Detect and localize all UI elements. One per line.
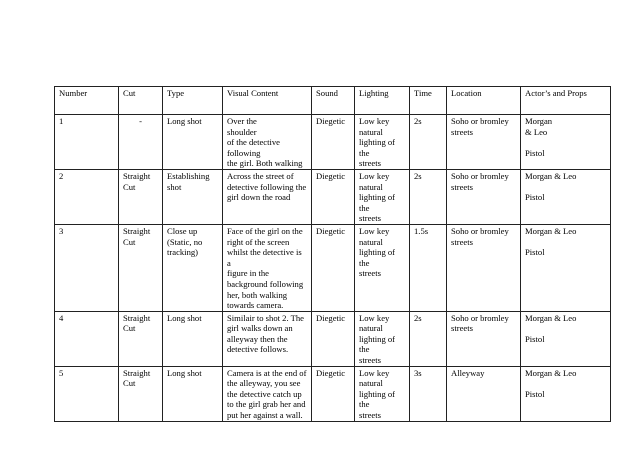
header-cell: Number — [55, 87, 119, 115]
sound-cell: Diegetic — [312, 115, 355, 170]
time-cell: 3s — [410, 366, 447, 421]
header-cell: Sound — [312, 87, 355, 115]
actors-props-cell: Morgan & Leo Pistol — [521, 311, 611, 366]
lighting-cell: Low key natural lighting of the streets — [355, 169, 410, 224]
location-cell: Soho or bromley streets — [447, 169, 521, 224]
type-cell: Long shot — [163, 311, 223, 366]
actors-props-cell: Morgan & Leo Pistol — [521, 366, 611, 421]
header-cell: Location — [447, 87, 521, 115]
table-row — [55, 366, 611, 421]
header-cell: Lighting — [355, 87, 410, 115]
table-row — [55, 115, 611, 170]
sound-cell: Diegetic — [312, 224, 355, 311]
lighting-cell: Low key natural lighting of the streets — [355, 366, 410, 421]
cut-cell: Straight Cut — [119, 169, 163, 224]
lighting-cell: Low key natural lighting of the streets — [355, 115, 410, 170]
lighting-cell: Low key natural lighting of the streets — [355, 224, 410, 311]
actors-props-cell: Morgan & Leo Pistol — [521, 169, 611, 224]
actors-props-cell: Morgan & Leo Pistol — [521, 224, 611, 311]
sound-cell: Diegetic — [312, 169, 355, 224]
visual-content-cell: Similair to shot 2. The girl walks down an alleyway then the detective follows. — [223, 311, 312, 366]
cut-cell: Straight Cut — [119, 311, 163, 366]
time-cell: 2s — [410, 115, 447, 170]
table-row — [55, 311, 611, 366]
header-cell: Visual Content — [223, 87, 312, 115]
visual-content-cell: Over the shoulder of the detective following the girl. Both walking — [223, 115, 312, 170]
number-cell: 3 — [55, 224, 119, 311]
type-cell: Close up (Static, no tracking) — [163, 224, 223, 311]
sound-cell: Diegetic — [312, 311, 355, 366]
location-cell: Alleyway — [447, 366, 521, 421]
type-cell: Long shot — [163, 115, 223, 170]
actors-props-cell: Morgan & Leo Pistol — [521, 115, 611, 170]
cut-cell: Straight Cut — [119, 366, 163, 421]
header-cell: Actor’s and Props — [521, 87, 611, 115]
visual-content-cell: Face of the girl on the right of the screen whilst the detective is a figure in the background following her, both walking towards camera. — [223, 224, 312, 311]
location-cell: Soho or bromley streets — [447, 224, 521, 311]
header-cell: Cut — [119, 87, 163, 115]
number-cell: 1 — [55, 115, 119, 170]
lighting-cell: Low key natural lighting of the streets — [355, 311, 410, 366]
time-cell: 2s — [410, 311, 447, 366]
number-cell: 4 — [55, 311, 119, 366]
header-cell: Time — [410, 87, 447, 115]
shot-list-table — [54, 86, 611, 422]
location-cell: Soho or bromley streets — [447, 115, 521, 170]
cut-cell: Straight Cut — [119, 224, 163, 311]
cut-cell: - — [119, 115, 163, 170]
number-cell: 5 — [55, 366, 119, 421]
header-cell: Type — [163, 87, 223, 115]
location-cell: Soho or bromley streets — [447, 311, 521, 366]
time-cell: 2s — [410, 169, 447, 224]
table-row — [55, 224, 611, 311]
visual-content-cell: Across the street of detective following the girl down the road — [223, 169, 312, 224]
time-cell: 1.5s — [410, 224, 447, 311]
table-header-row — [55, 87, 611, 115]
number-cell: 2 — [55, 169, 119, 224]
type-cell: Establishing shot — [163, 169, 223, 224]
table-row — [55, 169, 611, 224]
sound-cell: Diegetic — [312, 366, 355, 421]
visual-content-cell: Camera is at the end of the alleyway, you see the detective catch up to the girl grab her and put her against a wall. — [223, 366, 312, 421]
type-cell: Long shot — [163, 366, 223, 421]
